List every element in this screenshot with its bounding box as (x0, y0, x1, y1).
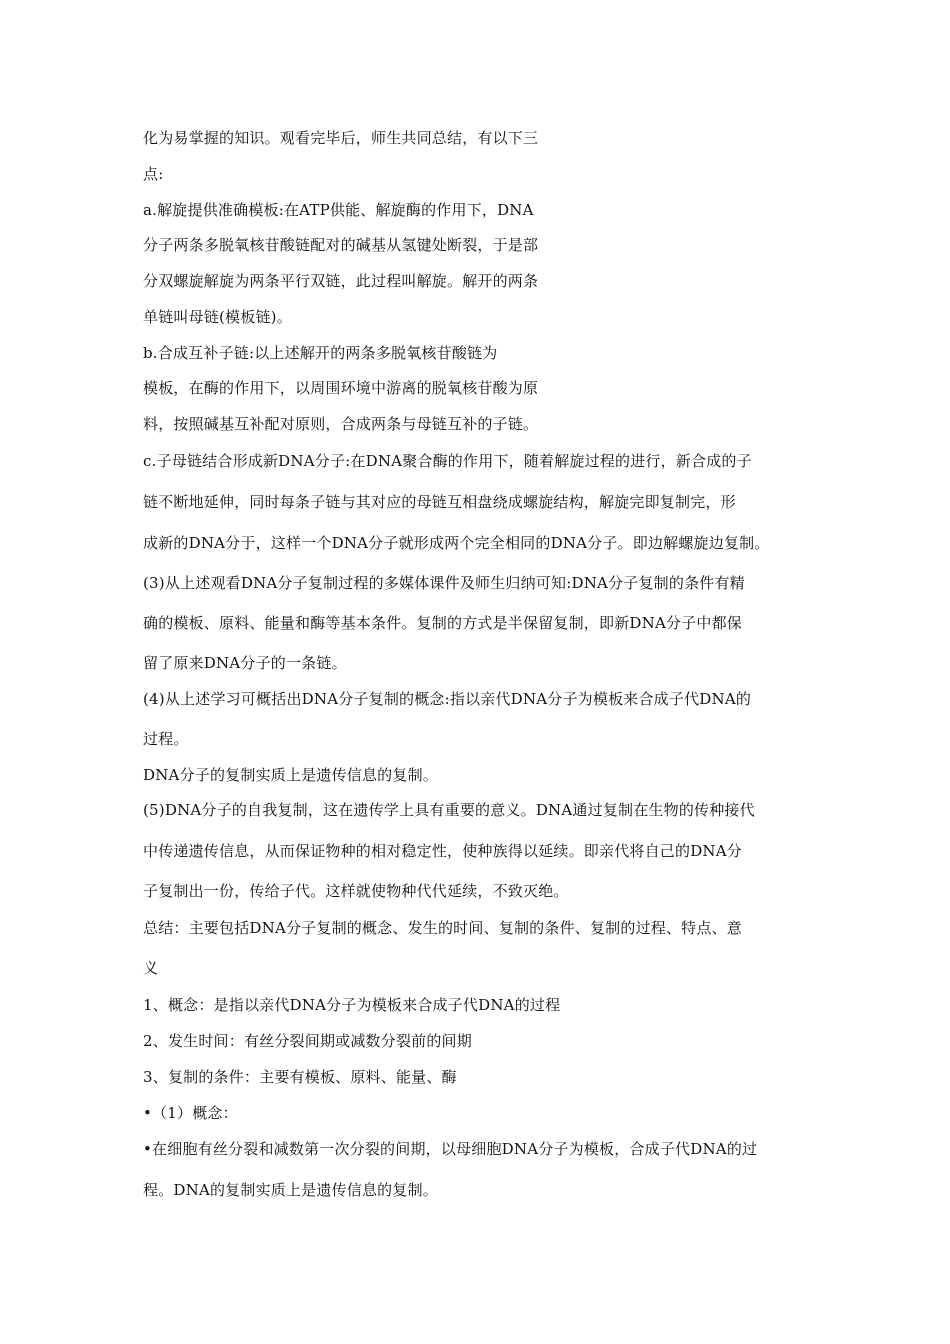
text-line: a.解旋提供准确模板:在ATP供能、解旋酶的作用下，DNA (143, 201, 534, 219)
text-line: b.合成互补子链:以上述解开的两条多脱氧核苷酸链为 (143, 344, 498, 362)
text-line: (5)DNA分子的自我复制，这在遗传学上具有重要的意义。DNA通过复制在生物的传种接代 (143, 801, 755, 819)
text-line: (4)从上述学习可概括出DNA分子复制的概念:指以亲代DNA分子为模板来合成子代DNA的 (143, 690, 752, 708)
text-line: 1、概念：是指以亲代DNA分子为模板来合成子代DNA的过程 (143, 996, 561, 1014)
text-line: 3、复制的条件：主要有模板、原料、能量、酶 (143, 1068, 457, 1086)
text-line: 中传递遗传信息，从而保证物种的相对稳定性，使种族得以延续。即亲代将自己的DNA分 (143, 842, 742, 860)
text-line: 义 (143, 959, 159, 977)
text-line: DNA分子的复制实质上是遗传信息的复制。 (143, 766, 438, 784)
text-line: 分双螺旋解旋为两条平行双链，此过程叫解旋。解开的两条 (143, 272, 539, 290)
text-line: 单链叫母链(模板链)。 (143, 308, 292, 326)
text-line: 程。DNA的复制实质上是遗传信息的复制。 (143, 1181, 438, 1199)
text-line: 链不断地延伸，同时每条子链与其对应的母链互相盘绕成螺旋结构，解旋完即复制完，形 (143, 493, 736, 511)
text-line: 成新的DNA分于，这样一个DNA分子就形成两个完全相同的DNA分子。即边解螺旋边复制。 (143, 534, 770, 552)
text-line: 子复制出一份，传给子代。这样就使物种代代延续，不致灭绝。 (143, 882, 569, 900)
text-line: 分子两条多脱氧核苷酸链配对的碱基从氢键处断裂，于是部 (143, 236, 539, 254)
text-line: •（1）概念： (143, 1104, 238, 1122)
text-line: (3)从上述观看DNA分子复制过程的多媒体课件及师生归纳可知:DNA分子复制的条件有精 (143, 574, 745, 592)
text-line: 留了原来DNA分子的一条链。 (143, 654, 347, 672)
text-line: 2、发生时间：有丝分裂间期或减数分裂前的间期 (143, 1032, 472, 1050)
text-line: 总结：主要包括DNA分子复制的概念、发生的时间、复制的条件、复制的过程、特点、意 (143, 919, 742, 937)
text-line: •在细胞有丝分裂和减数第一次分裂的间期，以母细胞DNA分子为模板，合成子代DNA的过 (143, 1140, 758, 1158)
text-line: 料，按照碱基互补配对原则，合成两条与母链互补的子链。 (143, 415, 539, 433)
text-line: 模板，在酶的作用下，以周围环境中游离的脱氧核苷酸为原 (143, 379, 539, 397)
text-line: 确的模板、原料、能量和酶等基本条件。复制的方式是半保留复制，即新DNA分子中都保 (143, 614, 742, 632)
text-line: 化为易掌握的知识。观看完毕后，师生共同总结，有以下三 (143, 129, 539, 147)
text-line: 点: (143, 165, 164, 183)
text-line: c.子母链结合形成新DNA分子:在DNA聚合酶的作用下，随着解旋过程的进行，新合成的子 (143, 452, 752, 470)
text-line: 过程。 (143, 730, 189, 748)
